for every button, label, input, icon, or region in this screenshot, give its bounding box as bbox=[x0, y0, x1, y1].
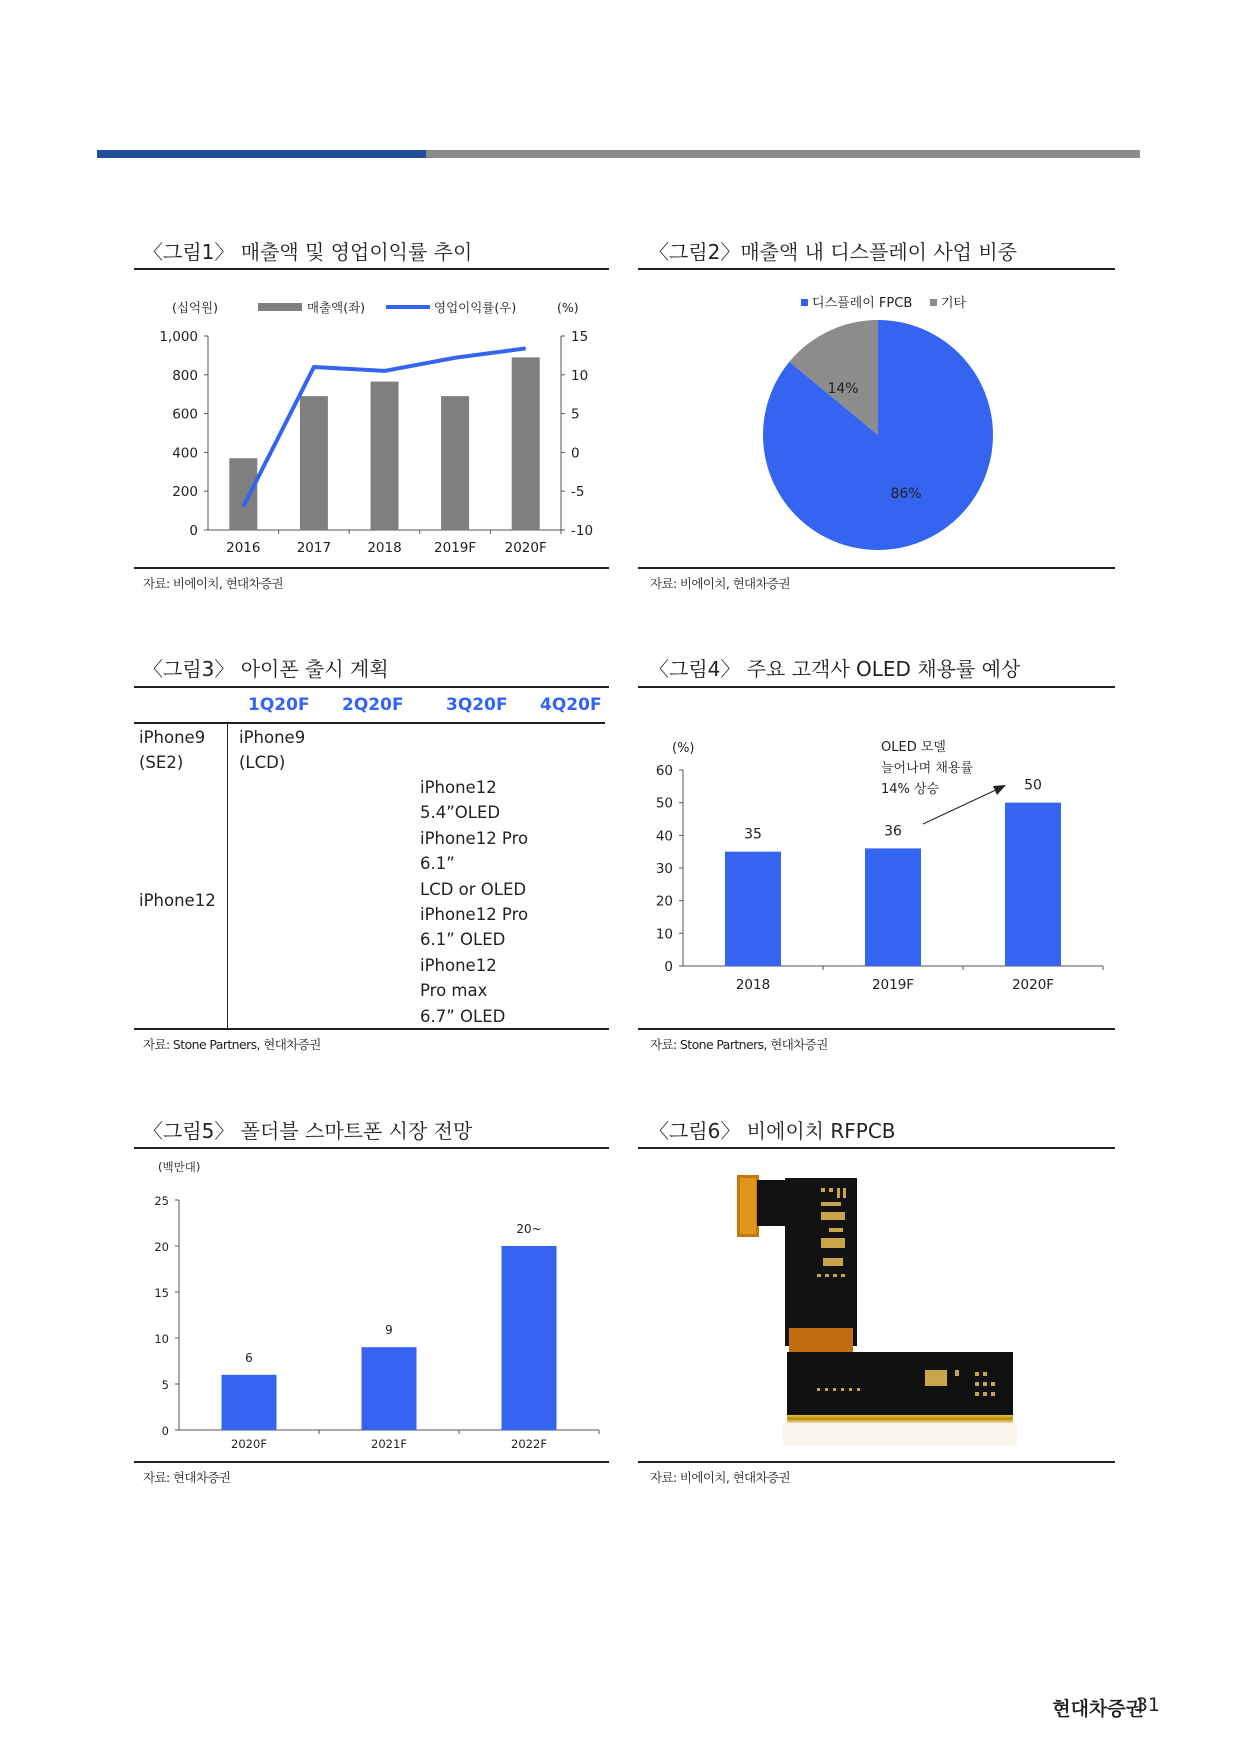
fig3-row1-q1: iPhone9 (LCD) bbox=[239, 728, 306, 772]
fig1-bar bbox=[371, 382, 399, 530]
fig4-data-label: 36 bbox=[884, 823, 902, 840]
fig3-column-divider bbox=[227, 724, 228, 1028]
fig2-title: 〈그림2〉매출액 내 디스플레이 사업 비중 bbox=[649, 240, 1017, 264]
fig1-left-tick-label: 400 bbox=[172, 445, 198, 462]
fig1-title-rule bbox=[134, 268, 609, 270]
fig6-source: 자료: 비에이치, 현대차증권 bbox=[650, 1470, 790, 1485]
fig3-source: 자료: Stone Partners, 현대차증권 bbox=[143, 1037, 321, 1052]
fig4-bottom-rule bbox=[638, 1028, 1115, 1030]
fig5-unit: (백만대) bbox=[158, 1160, 201, 1174]
fig4-annotation-arrowhead bbox=[993, 785, 1006, 795]
fig3-bottom-rule bbox=[134, 1028, 609, 1030]
page-number: 31 bbox=[1135, 1694, 1160, 1716]
fig4-annotation-line1: OLED 모델 bbox=[881, 740, 946, 755]
fig1-bottom-rule bbox=[134, 567, 609, 569]
fig5-y-tick-label: 15 bbox=[154, 1286, 169, 1300]
fig1-source: 자료: 비에이치, 현대차증권 bbox=[143, 576, 283, 591]
fig1-x-label: 2020F bbox=[504, 540, 547, 556]
fig5-bar bbox=[222, 1375, 277, 1430]
fig1-bar bbox=[300, 396, 328, 530]
fig5-data-label: 20~ bbox=[516, 1222, 542, 1236]
fig4-y-tick-label: 20 bbox=[655, 893, 673, 910]
fig4-annotation-line2: 늘어나며 채용률 bbox=[881, 761, 974, 776]
fig1-right-unit: (%) bbox=[557, 300, 579, 315]
fig5-bar bbox=[502, 1246, 557, 1430]
fig4-y-tick-label: 30 bbox=[655, 861, 673, 877]
fig4-data-label: 35 bbox=[744, 826, 762, 843]
fig4-title-rule bbox=[638, 686, 1115, 688]
fig6-bottom-rule bbox=[638, 1461, 1115, 1463]
fig4-chart bbox=[638, 724, 1115, 1014]
fig2-chart bbox=[638, 285, 1115, 565]
fig5-title: 〈그림5〉 폴더블 스마트폰 시장 전망 bbox=[143, 1119, 473, 1143]
fig2-bottom-rule bbox=[638, 567, 1115, 569]
fig1-right-tick-label: 0 bbox=[571, 445, 580, 462]
fig1-legend-bar-swatch bbox=[258, 303, 302, 311]
fig2-source: 자료: 비에이치, 현대차증권 bbox=[650, 576, 790, 591]
fig6-title-rule bbox=[638, 1147, 1115, 1149]
fig3-row2-q3: iPhone12 5.4”OLED iPhone12 Pro 6.1” LCD or OLED iPhone12 Pro 6.1” OLED iPhone12 Pro max 6.7” OLED bbox=[420, 778, 529, 1026]
fig5-source: 자료: 현대차증권 bbox=[143, 1470, 231, 1485]
fig1-right-tick-label: -5 bbox=[571, 484, 585, 501]
fig5-bar bbox=[362, 1347, 417, 1430]
fig4-title: 〈그림4〉 주요 고객사 OLED 채용률 예상 bbox=[649, 657, 1021, 681]
fig5-chart bbox=[134, 1155, 609, 1455]
fig1-chart bbox=[134, 290, 609, 565]
fig1-title: 〈그림1〉 매출액 및 영업이익률 추이 bbox=[143, 240, 473, 264]
fig1-x-label: 2019F bbox=[434, 540, 477, 556]
fig1-right-tick-label: 5 bbox=[571, 406, 580, 423]
fig2-title-rule bbox=[638, 268, 1115, 270]
fig1-bar bbox=[229, 458, 257, 530]
fig5-y-tick-label: 20 bbox=[154, 1240, 169, 1254]
fig2-label-other: 14% bbox=[827, 381, 859, 397]
fig5-title-rule bbox=[134, 1147, 609, 1149]
fig4-y-tick-label: 60 bbox=[655, 763, 673, 779]
fig4-y-tick-label: 50 bbox=[655, 795, 673, 812]
fig1-legend-bar-label: 매출액(좌) bbox=[307, 300, 366, 315]
fig3-row1-label: iPhone9 (SE2) bbox=[139, 728, 206, 772]
fig4-bar bbox=[865, 848, 921, 966]
fig6-title: 〈그림6〉 비에이치 RFPCB bbox=[649, 1119, 896, 1143]
fig3-q3-header: 3Q20F bbox=[446, 695, 508, 715]
fig4-y-tick-label: 0 bbox=[664, 959, 673, 975]
fig1-x-label: 2016 bbox=[226, 540, 261, 556]
fig4-x-label: 2019F bbox=[871, 977, 915, 993]
fig2-label-display: 86% bbox=[890, 486, 922, 502]
fig4-x-label: 2018 bbox=[735, 977, 771, 993]
fig3-q2-header: 2Q20F bbox=[342, 695, 404, 715]
fig1-bar bbox=[441, 396, 469, 530]
fig4-data-label: 50 bbox=[1024, 777, 1042, 794]
fig1-left-tick-label: 1,000 bbox=[159, 329, 198, 345]
fig2-legend-swatch-display bbox=[801, 299, 808, 306]
fig3-q4-header: 4Q20F bbox=[540, 695, 602, 715]
fig2-legend-display: 디스플레이 FPCB bbox=[812, 296, 913, 311]
fig1-left-tick-label: 600 bbox=[172, 406, 198, 423]
fig4-annotation-line3: 14% 상승 bbox=[881, 782, 940, 797]
fig1-right-tick-label: -10 bbox=[571, 523, 594, 539]
fig4-bar bbox=[1005, 803, 1061, 966]
fig3-row2-label: iPhone12 bbox=[139, 891, 216, 910]
fig1-legend-line-label: 영업이익률(우) bbox=[434, 300, 517, 315]
fig5-y-tick-label: 10 bbox=[154, 1332, 169, 1346]
fig1-bar bbox=[512, 357, 540, 530]
fig4-source: 자료: Stone Partners, 현대차증권 bbox=[650, 1037, 828, 1052]
fig1-left-tick-label: 800 bbox=[172, 367, 198, 384]
footer-brand: 현대차증권 bbox=[1052, 1698, 1144, 1720]
fig5-x-label: 2020F bbox=[231, 1437, 267, 1451]
fig5-x-label: 2021F bbox=[371, 1437, 407, 1451]
fig5-x-label: 2022F bbox=[511, 1437, 547, 1451]
fig4-bar bbox=[725, 852, 781, 966]
fig2-legend-swatch-other bbox=[930, 299, 937, 306]
fig3-title-rule bbox=[134, 686, 609, 688]
fig4-y-tick-label: 40 bbox=[655, 828, 673, 845]
fig1-left-unit: (십억원) bbox=[172, 300, 218, 315]
fig1-left-tick-label: 0 bbox=[189, 523, 198, 539]
fig2-legend-other: 기타 bbox=[941, 296, 967, 311]
fig5-bottom-rule bbox=[134, 1461, 609, 1463]
header-bar-blue bbox=[97, 150, 426, 158]
fig6-rfpcb-photo bbox=[725, 1170, 1030, 1450]
fig1-left-tick-label: 200 bbox=[172, 484, 198, 501]
fig5-data-label: 9 bbox=[385, 1323, 393, 1338]
fig3-q1-header: 1Q20F bbox=[248, 695, 310, 715]
fig4-unit: (%) bbox=[672, 741, 695, 756]
fig1-right-tick-label: 15 bbox=[571, 329, 589, 345]
fig4-x-label: 2020F bbox=[1011, 977, 1055, 993]
fig1-right-tick-label: 10 bbox=[571, 367, 589, 384]
fig1-x-label: 2017 bbox=[296, 540, 332, 556]
fig4-y-tick-label: 10 bbox=[655, 926, 673, 943]
fig5-data-label: 6 bbox=[245, 1350, 253, 1365]
fig3-title: 〈그림3〉 아이폰 출시 계획 bbox=[143, 657, 389, 681]
fig5-y-tick-label: 0 bbox=[161, 1424, 169, 1438]
fig5-y-tick-label: 5 bbox=[161, 1378, 169, 1392]
header-bar-gray bbox=[426, 150, 1140, 158]
fig1-legend bbox=[172, 300, 579, 315]
fig5-y-tick-label: 25 bbox=[154, 1194, 169, 1208]
fig3-header-rule bbox=[134, 722, 605, 724]
fig1-x-label: 2018 bbox=[367, 540, 402, 556]
